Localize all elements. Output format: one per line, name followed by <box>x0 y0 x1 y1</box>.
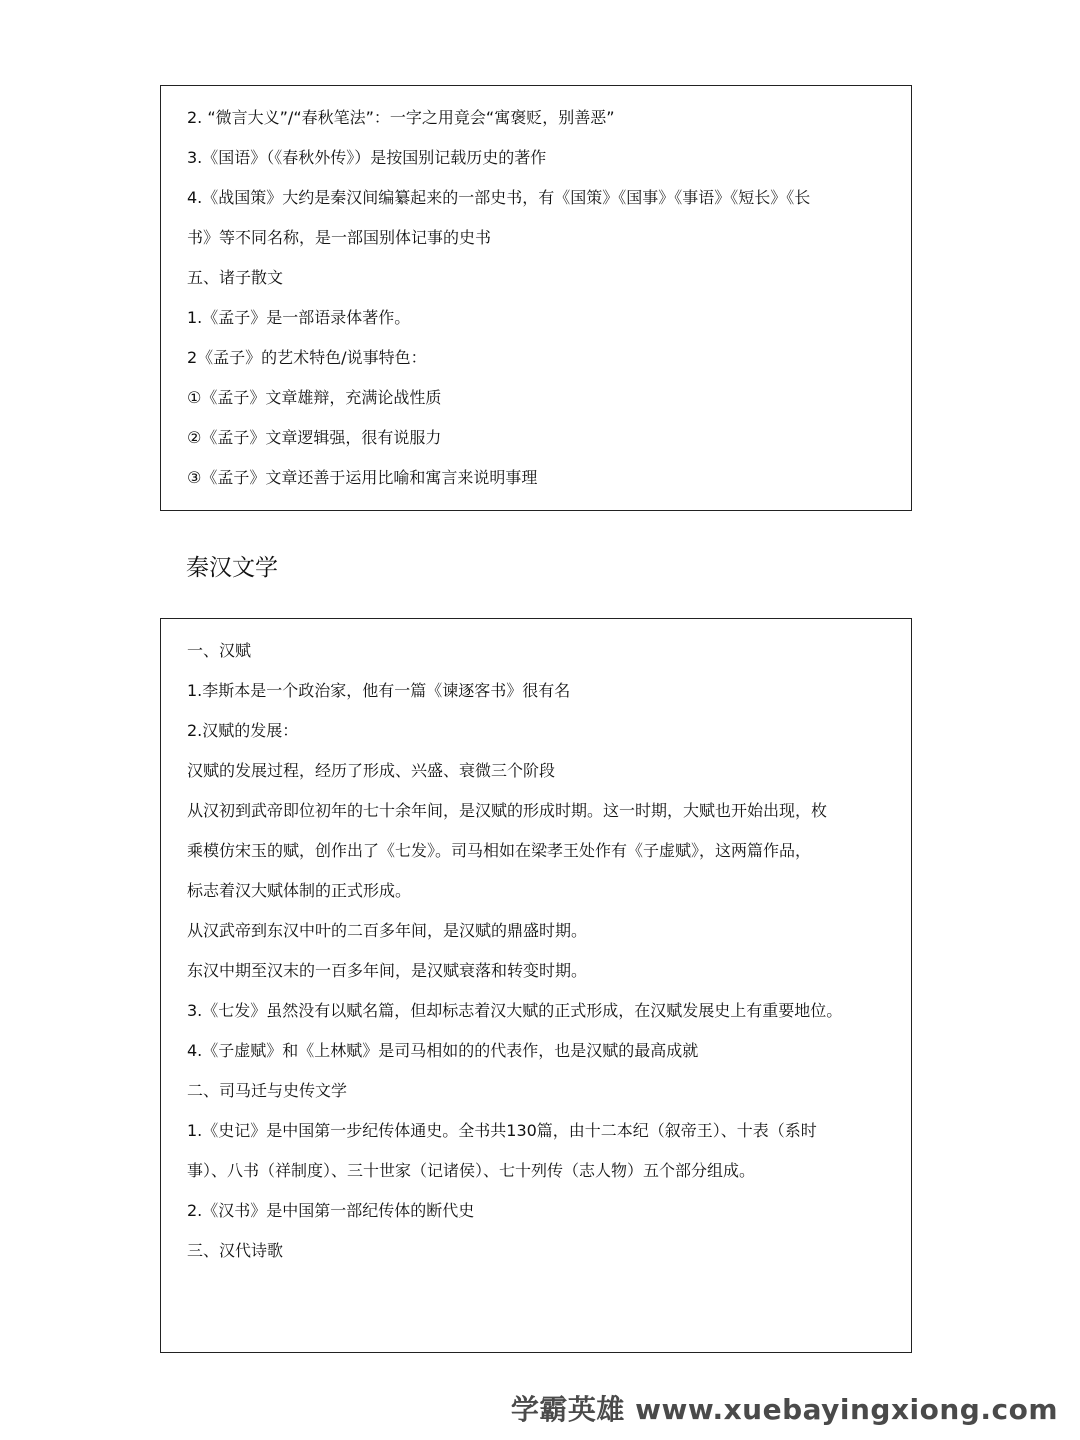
text-line: ①《孟子》文章雄辩，充满论战性质 <box>187 388 442 407</box>
page-title: 秦汉文学 <box>186 555 278 581</box>
text-line: 东汉中期至汉末的一百多年间，是汉赋衰落和转变时期。 <box>187 961 588 980</box>
notes-box-pre-qin <box>160 85 912 511</box>
section-heading: 三、汉代诗歌 <box>187 1241 284 1260</box>
text-line: 标志着汉大赋体制的正式形成。 <box>187 881 412 900</box>
text-line: 乘模仿宋玉的赋，创作出了《七发》。司马相如在梁孝王处作有《子虚赋》，这两篇作品， <box>187 841 812 860</box>
text-line: 1.李斯本是一个政治家，他有一篇《谏逐客书》很有名 <box>187 681 571 700</box>
watermark: 学霸英雄 www.xuebayingxiong.com <box>510 1393 1058 1426</box>
notes-box-qin-han <box>160 618 912 1353</box>
text-line: 4.《战国策》大约是秦汉间编纂起来的一部史书，有《国策》《国事》《事语》《短长》《长 <box>187 188 811 207</box>
text-line: 2.汉赋的发展： <box>187 721 299 740</box>
text-line: 事）、八书（祥制度）、三十世家（记诸侯）、七十列传（志人物）五个部分组成。 <box>187 1161 756 1180</box>
text-line: 2. “微言大义”/“春秋笔法”：一字之用竟会“寓褒贬，别善恶” <box>187 108 615 127</box>
section-heading: 一、汉赋 <box>187 641 252 660</box>
text-line: 1.《孟子》是一部语录体著作。 <box>187 308 411 327</box>
text-line: ②《孟子》文章逻辑强，很有说服力 <box>187 428 442 447</box>
text-line: 1.《史记》是中国第一步纪传体通史。全书共130篇，由十二本纪（叙帝王）、十表（系时 <box>187 1121 817 1140</box>
text-line: 从汉武帝到东汉中叶的二百多年间，是汉赋的鼎盛时期。 <box>187 921 588 940</box>
text-line: 3.《七发》虽然没有以赋名篇，但却标志着汉大赋的正式形成，在汉赋发展史上有重要地位。 <box>187 1001 843 1020</box>
text-line: 汉赋的发展过程，经历了形成、兴盛、衰微三个阶段 <box>187 761 556 780</box>
text-line: 书》等不同名称，是一部国别体记事的史书 <box>187 228 492 247</box>
text-line: 2《孟子》的艺术特色/说事特色： <box>187 348 427 367</box>
text-line: 2.《汉书》是中国第一部纪传体的断代史 <box>187 1201 475 1220</box>
text-line: 4.《子虚赋》和《上林赋》是司马相如的的代表作，也是汉赋的最高成就 <box>187 1041 699 1060</box>
text-line: ③《孟子》文章还善于运用比喻和寓言来说明事理 <box>187 468 538 487</box>
text-line: 从汉初到武帝即位初年的七十余年间，是汉赋的形成时期。这一时期，大赋也开始出现，枚 <box>187 801 828 820</box>
section-heading: 五、诸子散文 <box>187 268 284 287</box>
text-line: 3.《国语》（《春秋外传》）是按国别记载历史的著作 <box>187 148 547 167</box>
section-heading: 二、司马迁与史传文学 <box>187 1081 348 1100</box>
